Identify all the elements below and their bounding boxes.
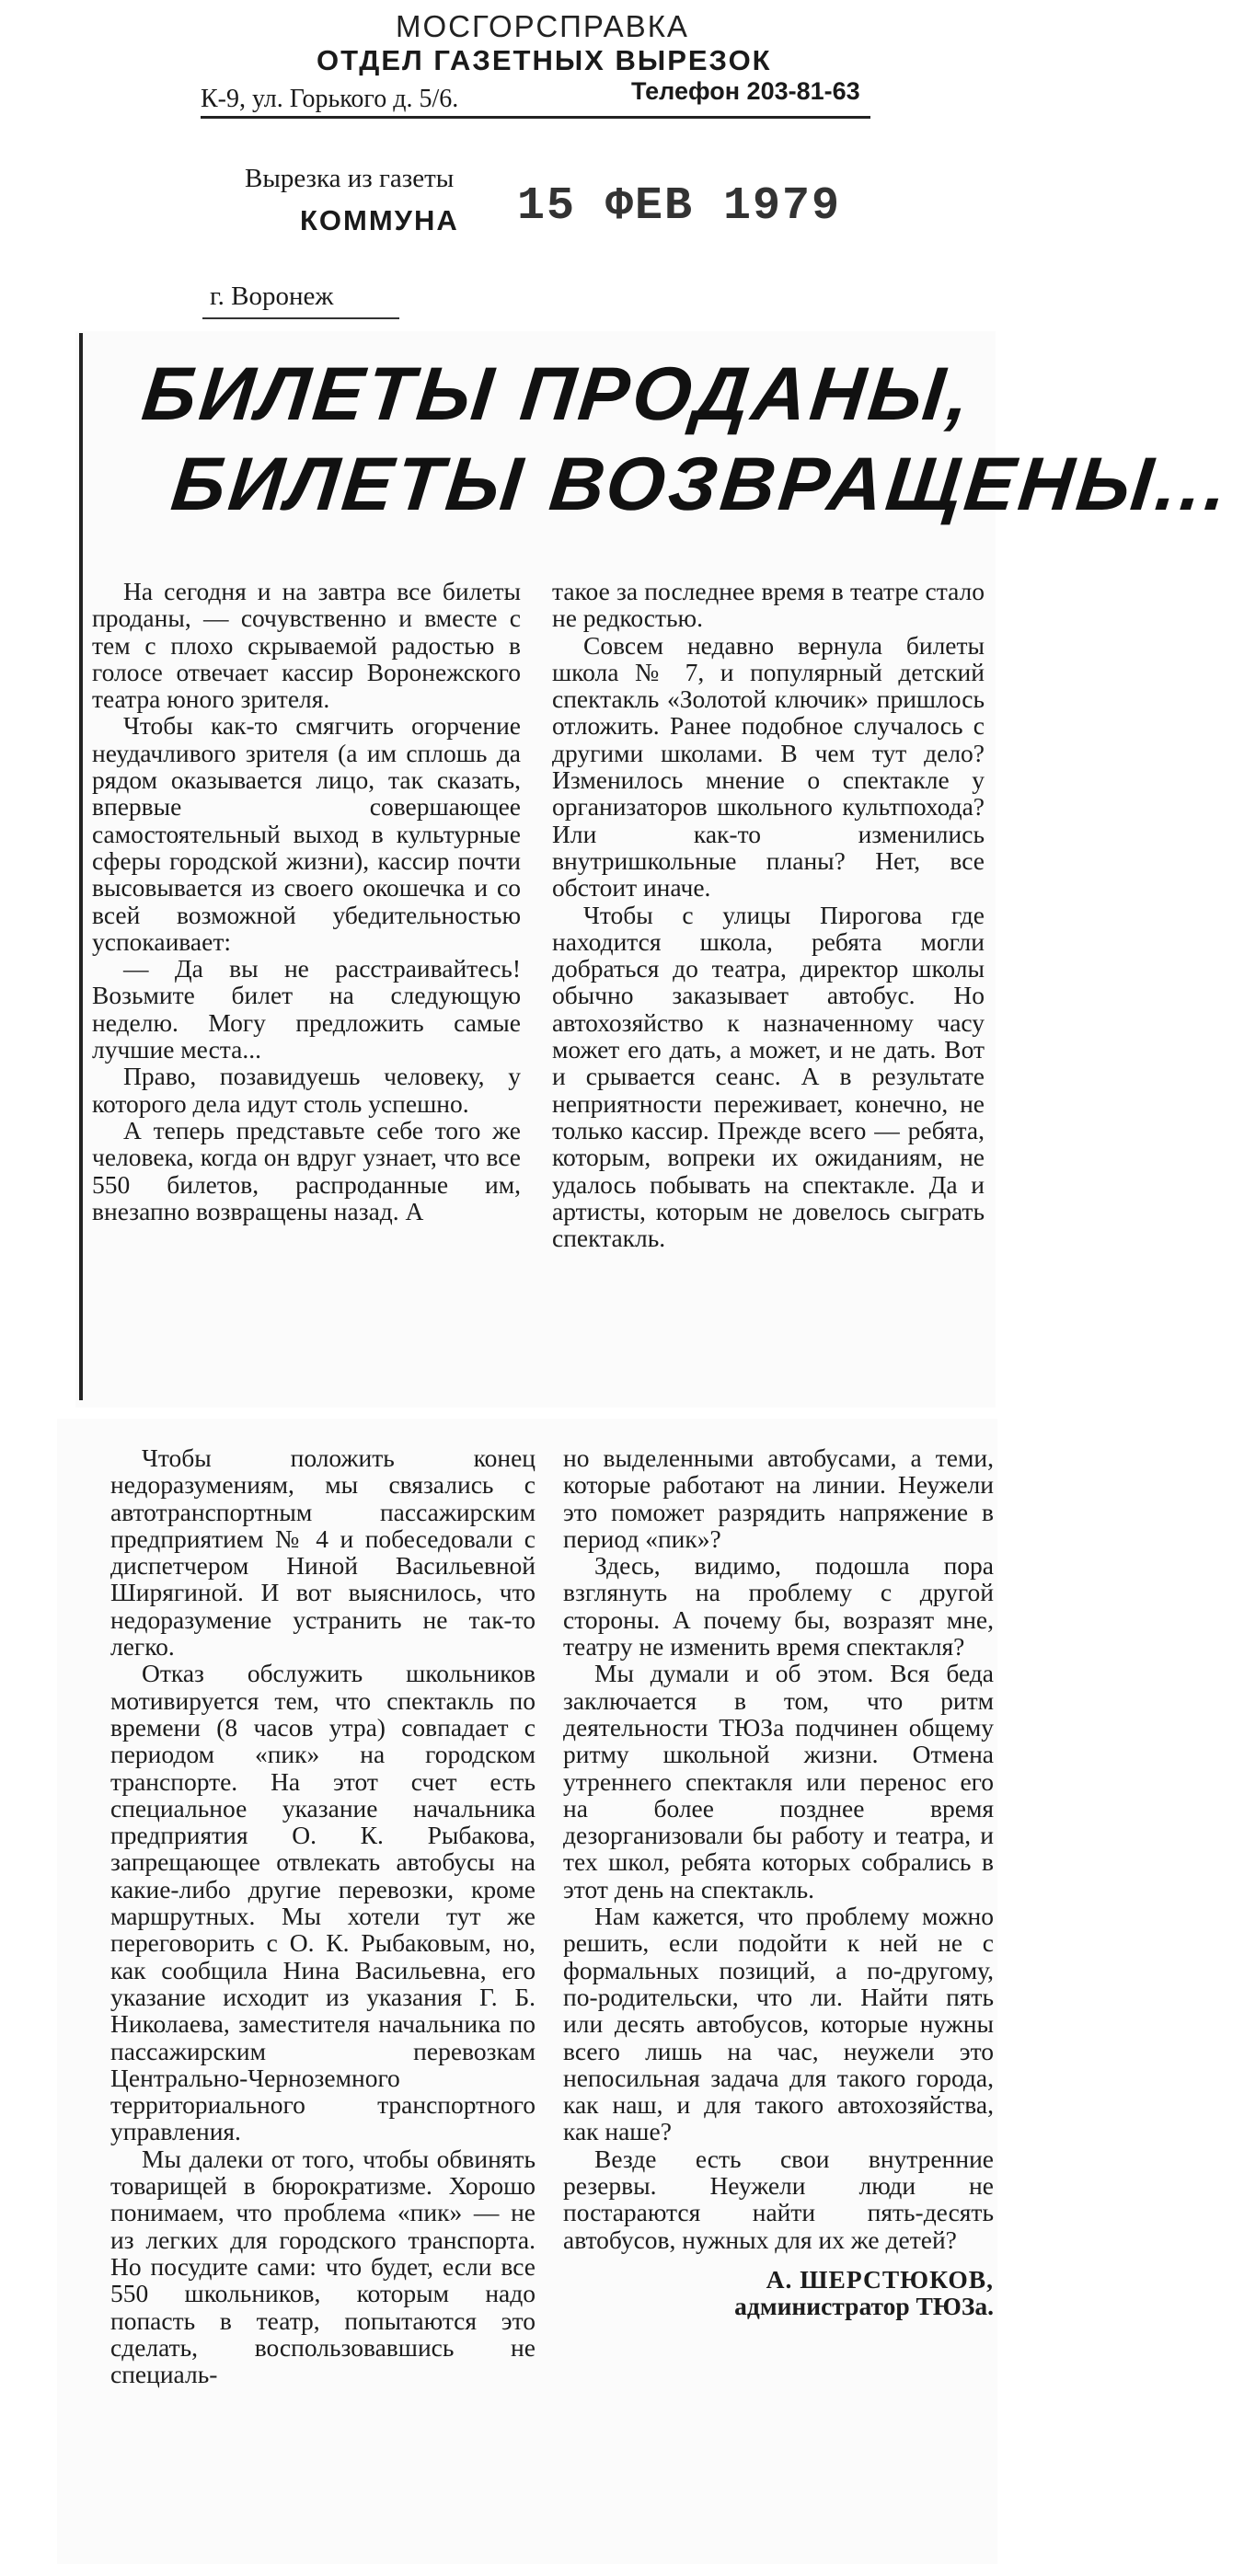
paragraph: такое за последнее время в театре стало не редкостью. — [552, 577, 985, 633]
department-name: ОТДЕЛ ГАЗЕТНЫХ ВЫРЕЗОК — [317, 44, 772, 76]
paragraph: Нам кажется, что проблему можно решить, если подойти к ней не с формальных позиций, а по-другому, по-родительски, что ли. Найти пять или десять автобусов, которые нужны всего лишь на час, неужели это непосильная задача для такого города, как наш, и для такого автохозяйства, как наше? — [563, 1902, 994, 2146]
paragraph: Здесь, видимо, подошла пора взглянуть на проблему с другой стороны. А почему бы, возразят мне, театру не изменить время спектакля? — [563, 1551, 994, 1662]
paragraph: Отказ обслужить школьников мотивируется тем, что спектакль по времени (8 часов утра) совпадает с периодом «пик» на городском транспорте. На этот счет есть специальное указание начальника предприятия О. К. Рыбакова, запрещающее отвлекать автобусы на какие-либо другие перевозки, кроме маршрутных. Мы хотели тут же переговорить с О. К. Рыбаковым, но, как сообщила Нина Васильевна, его указание исходит из указания Г. Б. Николаева, заместителя начальника по пассажирским перевозкам Центрально-Черноземного территориального транспортного управления. — [110, 1659, 536, 2146]
paragraph: Мы далеки от того, чтобы обвинять товарищей в бюрократизме. Хорошо понимаем, что проблема «пик» — не из легких для городского транспорта. Но посудите сами: что будет, если все 550 школьников, которым надо попасть в театр, попытаются это сделать, воспользовавшись не специаль- — [110, 2144, 536, 2389]
city-name: г. Воронеж — [210, 282, 334, 311]
headline-line-2: БИЛЕТЫ ВОЗВРАЩЕНЫ... — [167, 443, 1235, 526]
date-stamp: 15 ФЕВ 1979 — [517, 180, 842, 233]
article-column-3 — [110, 1444, 536, 2387]
paragraph: Право, позавидуешь человеку, у которого дела идут столь успешно. — [92, 1062, 521, 1118]
agency-phone: Телефон 203-81-63 — [631, 77, 860, 105]
paragraph: Чтобы с улицы Пирогова где находится школа, ребята могли добраться до театра, директор школы обычно заказывает автобус. Но автохозяйство к назначенному часу может его дать, а может, и не дать. Вот и срывается сеанс. А в результате неприятности переживает, конечно, не только кассир. Прежде всего — ребята, которым, вопреки их ожиданиям, не удалось побывать на спектакле. Да и артисты, которым не довелось сыграть спектакль. — [552, 900, 985, 1253]
article-headline — [129, 350, 1235, 530]
stamp-divider — [201, 116, 870, 119]
paragraph: Чтобы как-то смягчить огорчение неудачливого зрителя (а им сплошь да рядом оказывается лицо, так сказать, впервые совершающее самостоятельный выход в культурные сферы городской жизни), кассир почти высовывается из своего окошечка и со всей возможной убедительностью успокаивает: — [92, 711, 521, 956]
newspaper-name: КОММУНА — [300, 204, 459, 236]
agency-address: К-9, ул. Горького д. 5/6. — [201, 85, 459, 113]
paragraph: Чтобы положить конец недоразумениям, мы связались с автотранспортным пассажирским предприятием № 4 и побеседовали с диспетчером Ниной Васильевной Ширягиной. И вот выяснилось, что недоразумение устранить не так-то легко. — [110, 1443, 536, 1662]
paragraph: — Да вы не расстраивайтесь! Возьмите билет на следующую неделю. Могу предложить самые лучшие места... — [92, 954, 521, 1064]
article-column-1 — [92, 578, 521, 1225]
headline-line-1: БИЛЕТЫ ПРОДАНЫ, — [138, 352, 977, 436]
article-column-2 — [552, 578, 985, 1251]
paragraph: но выделенными автобусами, а теми, которые работают на линии. Неужели это поможет разрядить напряжение в период «пик»? — [563, 1443, 994, 1553]
article-column-4 — [563, 1444, 994, 2320]
author-role: администратор ТЮЗа. — [734, 2292, 994, 2321]
author-name: А. ШЕРСТЮКОВ, — [766, 2264, 994, 2294]
agency-name: МОСГОРСПРАВКА — [396, 9, 689, 43]
paragraph: Везде есть свои внутренние резервы. Неужели люди не постараются найти пять-десять автобусов, нужных для их же детей? — [563, 2144, 994, 2254]
paragraph: На сегодня и на завтра все билеты проданы, — сочувственно и вместе с тем с плохо скрываемой радостью в голосе отвечает кассир Воронежского театра юного зрителя. — [92, 577, 521, 714]
paragraph: Совсем недавно вернула билеты школа № 7, и популярный детский спектакль «Золотой ключик» пришлось отложить. Ранее подобное случалось с другими школами. В чем тут дело? Изменилось мнение о спектакле у организаторов школьного культпохода? Или как-то изменились внутришкольные планы? Нет, все обстоит иначе. — [552, 630, 985, 903]
clipping-border — [79, 333, 83, 1400]
clipping-label: Вырезка из газеты — [245, 164, 455, 193]
paragraph: А теперь представьте себе того же человека, когда он вдруг узнает, что все 550 билетов, распроданные им, внезапно возвращены назад. А — [92, 1115, 521, 1225]
paragraph: Мы думали и об этом. Вся беда заключается в том, что ритм деятельности ТЮЗа подчинен общему ритму школьной жизни. Отмена утреннего спектакля или перенос его на более позднее время дезорганизовали бы работу и театра, и тех школ, ребята которых собрались в этот день на спектакль. — [563, 1659, 994, 1903]
city-underline — [202, 317, 399, 319]
